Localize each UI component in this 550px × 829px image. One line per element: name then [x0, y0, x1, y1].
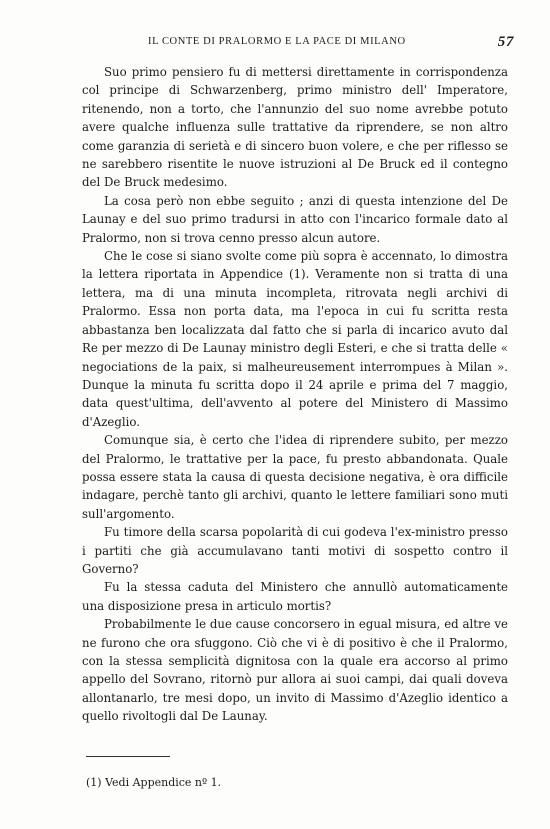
running-title: IL CONTE DI PRALORMO E LA PACE DI MILANO [148, 36, 406, 47]
paragraph: La cosa però non ebbe seguito ; anzi di questa intenzione del De Launay e del suo primo tradursi in atto con l'incarico formale dato al Pralormo, non si trova cenno presso alcun autore. [82, 193, 508, 245]
paragraph: Probabilmente le due cause concorsero in egual misura, ed altre ve ne furono che ora sfuggono. Ciò che vi è di positivo è che il Pralormo, con la stessa semplicità dignitosa con la quale era accorso al primo appello del Sovrano, ritornò pur allora ai suoi campi, dai quali doveva allontanarlo, tre mesi dopo, un invito di Massimo d'Azeglio identico a quello rivoltogli dal De Launay. [82, 617, 508, 724]
running-head [70, 34, 514, 50]
footnote: (1) Vedi Appendice nº 1. [86, 776, 222, 789]
paragraph: Che le cose si siano svolte come più sopra è accennato, lo dimostra la lettera riportata in Appendice (1). Veramente non si tratta di una lettera, ma di una minuta incompleta, ritrovata negli archivi di Pralormo. Essa non porta data, ma l'epoca in cui fu scritta resta abbastanza ben localizzata dal fatto che si parla di incarico avuto dal Re per mezzo di De Launay ministro degli Esteri, e che si tratta delle « negociations de la paix, si malheureusement interrompues à Milan ». Dunque la minuta fu scritta dopo il 24 aprile e prima del 7 maggio, data quest'ultima, dell'avvento al potere del Ministero di Massimo d'Azeglio. [82, 249, 508, 429]
body-text [82, 63, 508, 726]
paragraph: Fu timore della scarsa popolarità di cui godeva l'ex-ministro presso i partiti che già accumulavano tanti motivi di sospetto contro il Governo? [82, 525, 508, 576]
paragraph: Suo primo pensiero fu di mettersi direttamente in corrispondenza col principe di Schwarzenberg, primo ministro dell' Imperatore, ritenendo, non a torto, che l'annunzio del suo nome avrebbe potuto avere qualche influenza sulle trattative da riprendere, se non altro come garanzia di serietà e di sincero buon volere, e che per riflesso se ne sarebbero risentite le nuove istruzioni al De Bruck ed il contegno del De Bruck medesimo. [82, 65, 508, 190]
paragraph: Comunque sia, è certo che l'idea di riprendere subito, per mezzo del Pralormo, le trattative per la pace, fu presto abbandonata. Quale possa essere stata la causa di questa decisione negativa, è ora difficile indagare, perchè tanto gli archivi, quanto le lettere familiari sono muti sull'argomento. [82, 433, 508, 521]
page-number: 57 [497, 34, 514, 50]
footnote-divider [86, 756, 170, 757]
paragraph: Fu la stessa caduta del Ministero che annullò automaticamente una disposizione presa in articulo mortis? [82, 580, 508, 613]
